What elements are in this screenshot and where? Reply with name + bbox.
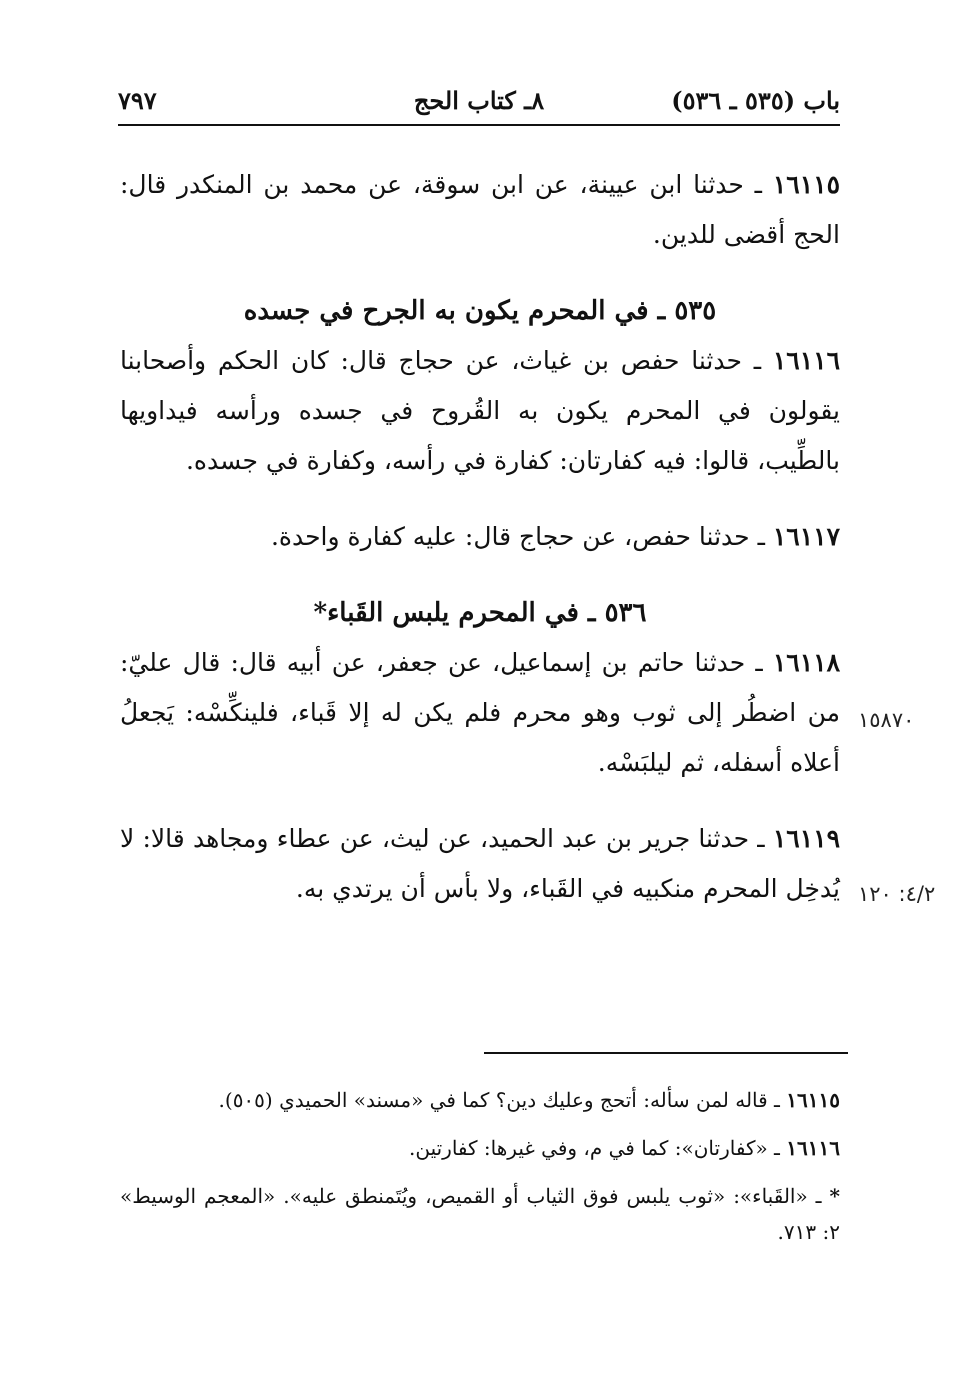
running-header [118,82,840,126]
footnote-text: ـ «القَباء»: «ثوب يلبس فوق الثياب أو القميص، ويُتَمنطق عليه». «المعجم الوسيط» ٢: ٧١٣. [120,1184,840,1244]
hadith-text: ـ حدثنا حفص بن غياث، عن حجاج قال: كان الحكم وأصحابنا يقولون في المحرم يكون به القُروح في جسده ورأسه فيداويها بالطِّيب، قالوا: فيه كفارتان: كفارة في رأسه، وكفارة في جسده. [120,346,840,475]
margin-reference-16118: ١٥٨٧٠ [858,708,915,732]
section-heading-536: ٥٣٦ ـ في المحرم يلبس القَباء* [313,598,647,628]
hadith-16117 [120,512,840,562]
footnote-marker: ١٦١١٥ [786,1088,840,1112]
hadith-16118 [120,638,840,788]
footnote-qaba [120,1178,840,1250]
footnotes [120,1082,840,1262]
main-text [120,160,840,914]
footnote-marker: ١٦١١٦ [786,1136,840,1160]
hadith-number: ١٦١١٨ [772,648,840,677]
hadith-16115 [120,160,840,260]
hadith-16116 [120,336,840,486]
section-heading-535: ٥٣٥ ـ في المحرم يكون به الجرح في جسده [243,296,717,326]
hadith-16119 [120,814,840,914]
hadith-text: ـ حدثنا حاتم بن إسماعيل، عن جعفر، عن أبيه قال: قال عليّ: من اضطُر إلى ثوب وهو محرم فلم يكن له إلا قَباء، فلينكِّسْه: يَجعلُ أعلاه أسفله، ثم ليلبَسْه. [120,648,840,777]
hadith-number: ١٦١١٦ [772,346,840,375]
footnote-marker: * [829,1184,840,1208]
hadith-number: ١٦١١٩ [772,824,840,853]
footnote-text: ـ «كفارتان»: كما في م، وفي غيرها: كفارتين. [408,1136,780,1160]
footnote-text: ـ قاله لمن سأله: أتحج وعليك دين؟ كما في «مسند» الحميدي (٥٠٥). [218,1088,780,1112]
hadith-number: ١٦١١٧ [772,522,840,551]
header-chapter: باب (٥٣٥ ـ ٥٣٦) [671,86,840,115]
footnote-separator [484,1052,848,1054]
footnote-16115 [120,1082,840,1118]
hadith-text: ـ حدثنا حفص، عن حجاج قال: عليه كفارة واحدة. [270,522,765,551]
header-book-title: ٨ـ كتاب الحج [413,86,545,115]
page-number: ٧٩٧ [118,86,157,115]
footnote-16116 [120,1130,840,1166]
hadith-text: ـ حدثنا جرير بن عبد الحميد، عن ليث، عن عطاء ومجاهد قالا: لا يُدخِل المحرم منكبيه في القَباء، ولا بأس أن يرتدي به. [120,824,840,903]
hadith-text: ـ حدثنا ابن عيينة، عن ابن سوقة، عن محمد بن المنكدر قال: الحج أقضى للدين. [120,170,840,249]
hadith-number: ١٦١١٥ [772,170,840,199]
margin-reference-16119: ٤/٢: ١٢٠ [858,882,936,906]
